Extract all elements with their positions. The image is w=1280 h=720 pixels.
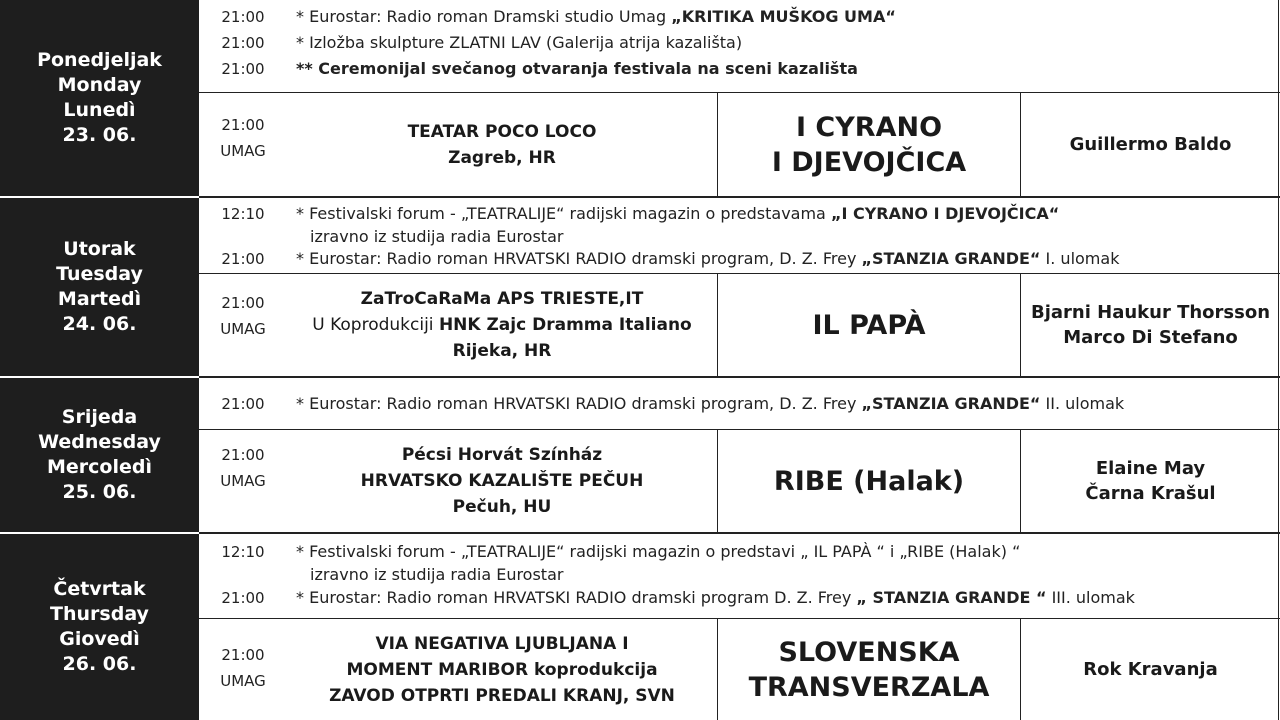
day-name-en: Tuesday — [56, 263, 143, 285]
show-author: Bjarni Haukur Thorsson Marco Di Stefano — [1030, 302, 1271, 348]
show-title: RIBE (Halak) — [773, 465, 965, 497]
day-divider — [199, 532, 1280, 534]
note-time: 12:10 — [221, 205, 265, 223]
day-name-it: Giovedì — [59, 628, 140, 650]
column-divider — [1020, 93, 1021, 196]
production-company: Pécsi Horvát Színház HRVATSKO KAZALIŠTE PEČUH Pečuh, HU — [360, 445, 644, 517]
day-name-hr: Četvrtak — [53, 578, 146, 600]
day-name-hr: Utorak — [63, 238, 136, 260]
production-company: TEATAR POCO LOCO Zagreb, HR — [407, 121, 597, 168]
day-divider — [199, 376, 1280, 378]
note-line: izravno iz studija radia Eurostar — [310, 565, 564, 584]
note-time: 21:00 — [221, 8, 265, 26]
production-company: ZaTroCaRaMa APS TRIESTE,IT U Koprodukciji HNK Zajc Dramma Italiano Rijeka, HR — [312, 289, 692, 361]
column-divider — [717, 274, 718, 376]
note-time: 21:00 — [221, 589, 265, 607]
day-name-hr: Srijeda — [61, 406, 138, 428]
column-divider — [1020, 430, 1021, 532]
show-time: 21:00 UMAG — [220, 294, 266, 338]
production-company: VIA NEGATIVA LJUBLJANA I MOMENT MARIBOR koprodukcija ZAVOD OTPRTI PREDALI KRANJ, SVN — [329, 633, 675, 706]
note-time: 21:00 — [221, 60, 265, 78]
day-name-en: Wednesday — [38, 431, 161, 453]
note-line: * Eurostar: Radio roman HRVATSKI RADIO dramski program D. Z. Frey „ STANZIA GRANDE “ III. ulomak — [296, 588, 1135, 607]
day-date: 24. 06. — [62, 313, 137, 335]
note-line: * Eurostar: Radio roman Dramski studio Umag „KRITIKA MUŠKOG UMA“ — [296, 7, 896, 26]
day-name-hr: Ponedjeljak — [37, 49, 162, 71]
day-label-monday — [0, 0, 199, 196]
column-divider — [1020, 274, 1021, 376]
show-author: Rok Kravanja — [1083, 659, 1218, 680]
day-date: 25. 06. — [62, 481, 137, 503]
day-label-wednesday — [0, 378, 199, 532]
show-title: I CYRANO I DJEVOJČICA — [771, 111, 967, 178]
note-line: * Izložba skulpture ZLATNI LAV (Galerija atrija kazališta) — [296, 33, 743, 52]
note-line: * Festivalski forum - „TEATRALIJE“ radijski magazin o predstavi „ IL PAPÀ “ i „RIBE (Halak) “ — [296, 542, 1021, 561]
show-author: Elaine May Čarna Krašul — [1085, 458, 1216, 504]
show-time: 21:00 UMAG — [220, 646, 266, 690]
day-name-it: Martedì — [57, 288, 142, 310]
note-line: ** Ceremonijal svečanog otvaranja festivala na sceni kazališta — [296, 59, 858, 78]
note-line: * Eurostar: Radio roman HRVATSKI RADIO dramski program, D. Z. Frey „STANZIA GRANDE“ II. ulomak — [296, 394, 1125, 413]
day-name-it: Lunedì — [63, 99, 136, 121]
day-label-thursday — [0, 534, 199, 720]
day-divider — [199, 196, 1280, 198]
note-time: 21:00 — [221, 34, 265, 52]
column-divider — [717, 93, 718, 196]
day-label-tuesday — [0, 198, 199, 376]
day-name-en: Thursday — [50, 603, 149, 625]
show-time: 21:00 UMAG — [220, 116, 266, 160]
day-name-en: Monday — [57, 74, 142, 96]
right-border — [1278, 0, 1279, 720]
note-time: 12:10 — [221, 543, 265, 561]
show-author: Guillermo Baldo — [1069, 134, 1232, 155]
day-name-it: Mercoledì — [47, 456, 152, 478]
note-time: 21:00 — [221, 395, 265, 413]
show-time: 21:00 UMAG — [220, 446, 266, 490]
note-line: izravno iz studija radia Eurostar — [310, 227, 564, 246]
column-divider — [1020, 619, 1021, 720]
note-time: 21:00 — [221, 250, 265, 268]
day-date: 23. 06. — [62, 124, 137, 146]
note-line: * Eurostar: Radio roman HRVATSKI RADIO dramski program, D. Z. Frey „STANZIA GRANDE“ I. ulomak — [296, 249, 1120, 268]
note-line: * Festivalski forum - „TEATRALIJE“ radijski magazin o predstavama „I CYRANO I DJEVOJČICA“ — [296, 204, 1060, 223]
show-title: SLOVENSKA TRANSVERZALA — [748, 636, 990, 703]
show-title: IL PAPÀ — [812, 309, 926, 341]
column-divider — [717, 619, 718, 720]
day-date: 26. 06. — [62, 653, 137, 675]
column-divider — [717, 430, 718, 532]
